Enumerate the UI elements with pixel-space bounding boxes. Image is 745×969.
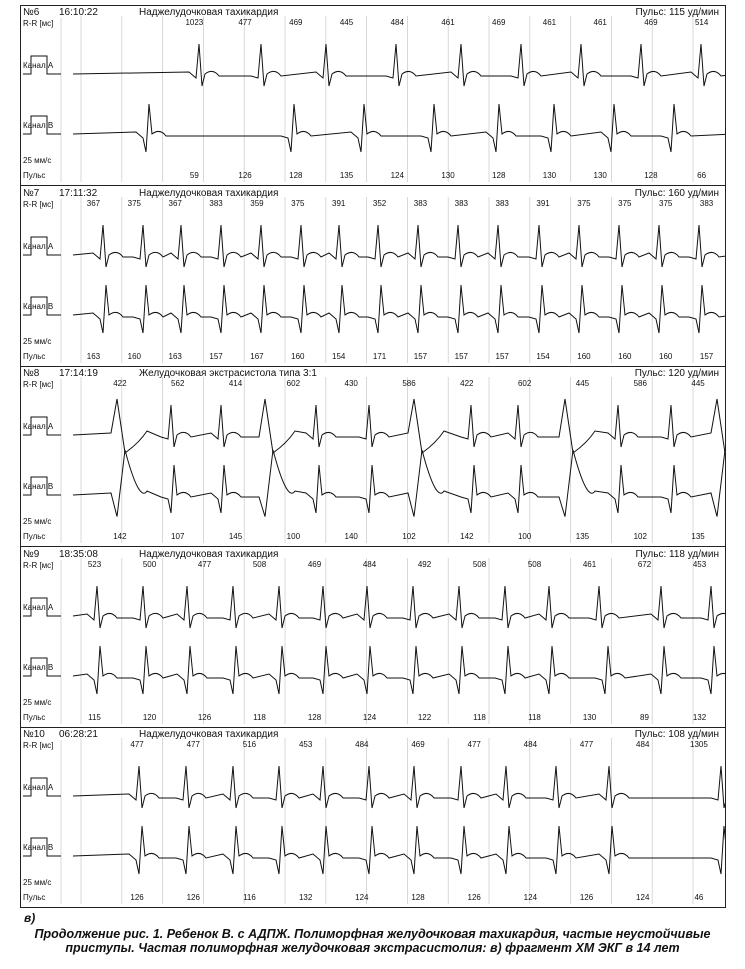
strip-number: №6 bbox=[23, 7, 40, 18]
rr-interval-value: 500 bbox=[142, 559, 157, 569]
heart-rate-value: 66 bbox=[697, 171, 707, 180]
ecg-strip-7 bbox=[21, 187, 725, 367]
channel-b-label: Канал В bbox=[23, 301, 54, 311]
rr-interval-value: 586 bbox=[633, 379, 647, 389]
heart-rate-value: 126 bbox=[467, 893, 481, 903]
rr-interval-value: 383 bbox=[209, 198, 223, 208]
strip-rhythm: Желудочковая экстрасистола типа 3:1 bbox=[139, 368, 317, 380]
rr-interval-value: 484 bbox=[390, 18, 404, 27]
rr-interval-value: 422 bbox=[113, 379, 127, 389]
rr-interval-value: 562 bbox=[171, 379, 185, 389]
heart-rate-value: 157 bbox=[699, 351, 714, 361]
heart-rate-value: 118 bbox=[528, 712, 541, 722]
pulse-row-label: Пульс bbox=[23, 712, 46, 722]
rr-interval-value: 469 bbox=[307, 559, 322, 569]
ecg-holter-figure bbox=[20, 5, 726, 908]
channel-a-label: Канал А bbox=[23, 783, 54, 793]
ecg-grid-and-traces bbox=[21, 367, 725, 547]
heart-rate-value: 130 bbox=[542, 171, 557, 180]
heart-rate-value: 124 bbox=[636, 893, 650, 903]
heart-rate-value: 160 bbox=[127, 351, 141, 361]
strip-pulse: Пульс: 118 уд/мин bbox=[635, 548, 719, 560]
rr-interval-value: 461 bbox=[441, 18, 455, 27]
heart-rate-value: 135 bbox=[339, 171, 354, 180]
rr-interval-value: 469 bbox=[492, 18, 506, 27]
rr-interval-value: 453 bbox=[298, 740, 313, 750]
ecg-strip-9 bbox=[21, 548, 725, 728]
rr-interval-value: 445 bbox=[339, 18, 354, 27]
heart-rate-value: 100 bbox=[286, 532, 301, 542]
strip-time: 06:28:21 bbox=[59, 729, 98, 741]
heart-rate-value: 160 bbox=[577, 351, 591, 361]
rr-interval-value: 391 bbox=[536, 198, 550, 208]
heart-rate-value: 157 bbox=[209, 351, 223, 361]
heart-rate-value: 46 bbox=[694, 893, 704, 903]
rr-axis-label: R-R [мс] bbox=[23, 380, 54, 390]
pulse-row-label: Пульс bbox=[23, 171, 46, 180]
rr-interval-value: 391 bbox=[332, 198, 346, 208]
strip-number: №9 bbox=[23, 548, 40, 560]
speed-label: 25 мм/с bbox=[23, 336, 52, 346]
pulse-row-label: Пульс bbox=[23, 351, 46, 361]
heart-rate-value: 126 bbox=[197, 712, 212, 722]
pulse-row-label: Пульс bbox=[23, 893, 46, 903]
rr-interval-value: 461 bbox=[542, 18, 557, 27]
rr-axis-label: R-R [мс] bbox=[23, 19, 54, 28]
heart-rate-value: 160 bbox=[618, 351, 632, 361]
rr-interval-value: 477 bbox=[130, 740, 144, 750]
rr-interval-value: 484 bbox=[523, 740, 538, 750]
heart-rate-value: 128 bbox=[289, 171, 303, 180]
rr-interval-value: 375 bbox=[618, 198, 632, 208]
heart-rate-value: 154 bbox=[536, 351, 550, 361]
heart-rate-value: 130 bbox=[441, 171, 455, 180]
rr-interval-value: 383 bbox=[413, 198, 428, 208]
speed-label: 25 мм/с bbox=[23, 697, 52, 707]
trace-channel-a bbox=[73, 44, 725, 86]
channel-b-label: Канал В bbox=[23, 662, 54, 672]
rr-interval-value: 477 bbox=[579, 740, 594, 750]
heart-rate-value: 142 bbox=[460, 532, 474, 542]
heart-rate-value: 59 bbox=[189, 171, 199, 180]
rr-interval-value: 477 bbox=[186, 740, 200, 750]
rr-interval-value: 414 bbox=[228, 379, 243, 389]
heart-rate-value: 140 bbox=[344, 532, 358, 542]
heart-rate-value: 154 bbox=[332, 351, 346, 361]
heart-rate-value: 130 bbox=[582, 712, 597, 722]
rr-interval-value: 477 bbox=[197, 559, 212, 569]
heart-rate-value: 132 bbox=[298, 893, 313, 903]
ecg-strip-8 bbox=[21, 367, 725, 547]
heart-rate-value: 128 bbox=[307, 712, 322, 722]
heart-rate-value: 115 bbox=[88, 712, 101, 722]
ecg-grid-and-traces bbox=[21, 187, 725, 367]
pulse-row-label: Пульс bbox=[23, 532, 46, 542]
strip-number: №8 bbox=[23, 368, 40, 380]
strip-time: 17:14:19 bbox=[59, 368, 98, 380]
heart-rate-value: 128 bbox=[411, 893, 425, 903]
heart-rate-value: 157 bbox=[454, 351, 468, 361]
rr-interval-value: 477 bbox=[467, 740, 481, 750]
heart-rate-value: 107 bbox=[171, 532, 185, 542]
heart-rate-value: 100 bbox=[517, 532, 532, 542]
heart-rate-value: 157 bbox=[495, 351, 509, 361]
channel-a-label: Канал А bbox=[23, 241, 54, 251]
channel-b-label: Канал В bbox=[23, 482, 54, 492]
heart-rate-value: 135 bbox=[575, 532, 590, 542]
heart-rate-value: 118 bbox=[473, 712, 486, 722]
rr-interval-value: 523 bbox=[87, 559, 102, 569]
rr-interval-value: 367 bbox=[168, 198, 182, 208]
strip-rhythm: Наджелудочковая тахикардия bbox=[139, 548, 279, 560]
rr-interval-value: 445 bbox=[691, 379, 705, 389]
rr-interval-value: 469 bbox=[289, 18, 303, 27]
rr-interval-value: 383 bbox=[495, 198, 509, 208]
trace-channel-a bbox=[73, 225, 725, 267]
rr-interval-value: 375 bbox=[291, 198, 305, 208]
heart-rate-value: 124 bbox=[390, 171, 404, 180]
rr-axis-label: R-R [мс] bbox=[23, 560, 54, 570]
strip-pulse: Пульс: 160 уд/мин bbox=[634, 187, 719, 199]
heart-rate-value: 102 bbox=[633, 532, 647, 542]
heart-rate-value: 163 bbox=[168, 351, 182, 361]
rr-interval-value: 461 bbox=[582, 559, 597, 569]
heart-rate-value: 171 bbox=[372, 351, 387, 361]
heart-rate-value: 89 bbox=[640, 712, 649, 722]
rr-axis-label: R-R [мс] bbox=[23, 741, 54, 751]
heart-rate-value: 120 bbox=[142, 712, 157, 722]
ecg-grid-and-traces bbox=[21, 6, 725, 186]
trace-channel-b bbox=[73, 104, 725, 152]
caption-line-2: приступы. Частая полиморфная желудочковая экстрасистолия: в) фрагмент ХМ ЭКГ в 14 лет bbox=[65, 941, 680, 955]
rr-interval-value: 672 bbox=[637, 559, 652, 569]
strip-time: 16:10:22 bbox=[59, 7, 98, 18]
trace-channel-a bbox=[73, 399, 725, 453]
heart-rate-value: 122 bbox=[417, 712, 432, 722]
strip-time: 18:35:08 bbox=[59, 548, 98, 560]
heart-rate-value: 124 bbox=[523, 893, 538, 903]
heart-rate-value: 118 bbox=[253, 712, 266, 722]
rr-interval-value: 375 bbox=[127, 198, 141, 208]
rr-interval-value: 383 bbox=[454, 198, 468, 208]
heart-rate-value: 142 bbox=[113, 532, 127, 542]
ecg-grid-and-traces bbox=[21, 548, 725, 728]
caption-line-1: Продолжение рис. 1. Ребенок В. с АДПЖ. Полиморфная желудочковая тахикардия, частые неустойчивые bbox=[34, 927, 711, 941]
trace-channel-b bbox=[73, 646, 725, 694]
channel-a-label: Канал А bbox=[23, 602, 54, 612]
strip-rhythm: Наджелудочковая тахикардия bbox=[139, 729, 279, 741]
heart-rate-value: 163 bbox=[86, 351, 101, 361]
strip-pulse: Пульс: 120 уд/мин bbox=[634, 368, 719, 380]
rr-interval-value: 1023 bbox=[185, 18, 204, 27]
rr-interval-value: 469 bbox=[644, 18, 658, 27]
trace-channel-b bbox=[73, 450, 725, 517]
channel-a-label: Канал А bbox=[23, 61, 54, 70]
channel-a-label: Канал А bbox=[23, 422, 54, 432]
strip-pulse: Пульс: 108 уд/мин bbox=[634, 729, 719, 741]
heart-rate-value: 126 bbox=[130, 893, 144, 903]
rr-interval-value: 383 bbox=[699, 198, 714, 208]
rr-interval-value: 422 bbox=[460, 379, 474, 389]
rr-interval-value: 375 bbox=[659, 198, 673, 208]
rr-interval-value: 367 bbox=[86, 198, 101, 208]
speed-label: 25 мм/с bbox=[23, 156, 52, 165]
heart-rate-value: 145 bbox=[228, 532, 243, 542]
rr-interval-value: 469 bbox=[411, 740, 425, 750]
heart-rate-value: 157 bbox=[413, 351, 428, 361]
heart-rate-value: 167 bbox=[250, 351, 264, 361]
channel-b-label: Канал В bbox=[23, 843, 54, 853]
trace-channel-b bbox=[73, 826, 725, 874]
rr-interval-value: 477 bbox=[238, 18, 252, 27]
rr-interval-value: 514 bbox=[694, 18, 709, 27]
ecg-strip-10 bbox=[21, 728, 725, 908]
strip-number: №10 bbox=[23, 729, 45, 741]
heart-rate-value: 128 bbox=[492, 171, 506, 180]
rr-interval-value: 430 bbox=[344, 379, 358, 389]
rr-interval-value: 602 bbox=[517, 379, 532, 389]
heart-rate-value: 126 bbox=[186, 893, 200, 903]
rr-interval-value: 602 bbox=[286, 379, 301, 389]
heart-rate-value: 116 bbox=[243, 893, 256, 903]
strip-rhythm: Наджелудочковая тахикардия bbox=[139, 187, 279, 199]
rr-axis-label: R-R [мс] bbox=[23, 199, 54, 209]
heart-rate-value: 160 bbox=[291, 351, 305, 361]
heart-rate-value: 160 bbox=[659, 351, 673, 361]
strip-rhythm: Наджелудочковая тахикардия bbox=[139, 7, 279, 18]
rr-interval-value: 508 bbox=[252, 559, 267, 569]
rr-interval-value: 461 bbox=[593, 18, 607, 27]
figure-caption bbox=[0, 927, 745, 955]
rr-interval-value: 1305 bbox=[690, 740, 708, 750]
rr-interval-value: 445 bbox=[575, 379, 590, 389]
rr-interval-value: 508 bbox=[527, 559, 542, 569]
trace-channel-b bbox=[73, 285, 725, 333]
heart-rate-value: 126 bbox=[238, 171, 252, 180]
strip-time: 17:11:32 bbox=[59, 187, 98, 199]
trace-channel-a bbox=[73, 586, 725, 628]
heart-rate-value: 102 bbox=[402, 532, 416, 542]
strip-number: №7 bbox=[23, 187, 40, 199]
speed-label: 25 мм/с bbox=[23, 517, 52, 527]
rr-interval-value: 508 bbox=[472, 559, 487, 569]
figure-letter: в) bbox=[24, 911, 36, 925]
ecg-strip-6 bbox=[21, 6, 725, 186]
rr-interval-value: 484 bbox=[362, 559, 377, 569]
rr-interval-value: 484 bbox=[636, 740, 650, 750]
heart-rate-value: 126 bbox=[579, 893, 594, 903]
heart-rate-value: 132 bbox=[692, 712, 707, 722]
heart-rate-value: 130 bbox=[593, 171, 607, 180]
heart-rate-value: 135 bbox=[691, 532, 705, 542]
rr-interval-value: 453 bbox=[692, 559, 707, 569]
heart-rate-value: 124 bbox=[362, 712, 377, 722]
rr-interval-value: 492 bbox=[417, 559, 432, 569]
ecg-grid-and-traces bbox=[21, 728, 725, 908]
trace-channel-a bbox=[73, 766, 725, 808]
heart-rate-value: 128 bbox=[644, 171, 658, 180]
rr-interval-value: 484 bbox=[355, 740, 369, 750]
rr-interval-value: 375 bbox=[577, 198, 591, 208]
rr-interval-value: 516 bbox=[242, 740, 257, 750]
channel-b-label: Канал В bbox=[23, 121, 54, 130]
heart-rate-value: 124 bbox=[355, 893, 369, 903]
rr-interval-value: 359 bbox=[250, 198, 264, 208]
rr-interval-value: 352 bbox=[372, 198, 387, 208]
strip-pulse: Пульс: 115 уд/мин bbox=[635, 7, 719, 18]
rr-interval-value: 586 bbox=[402, 379, 416, 389]
speed-label: 25 мм/с bbox=[23, 878, 52, 888]
